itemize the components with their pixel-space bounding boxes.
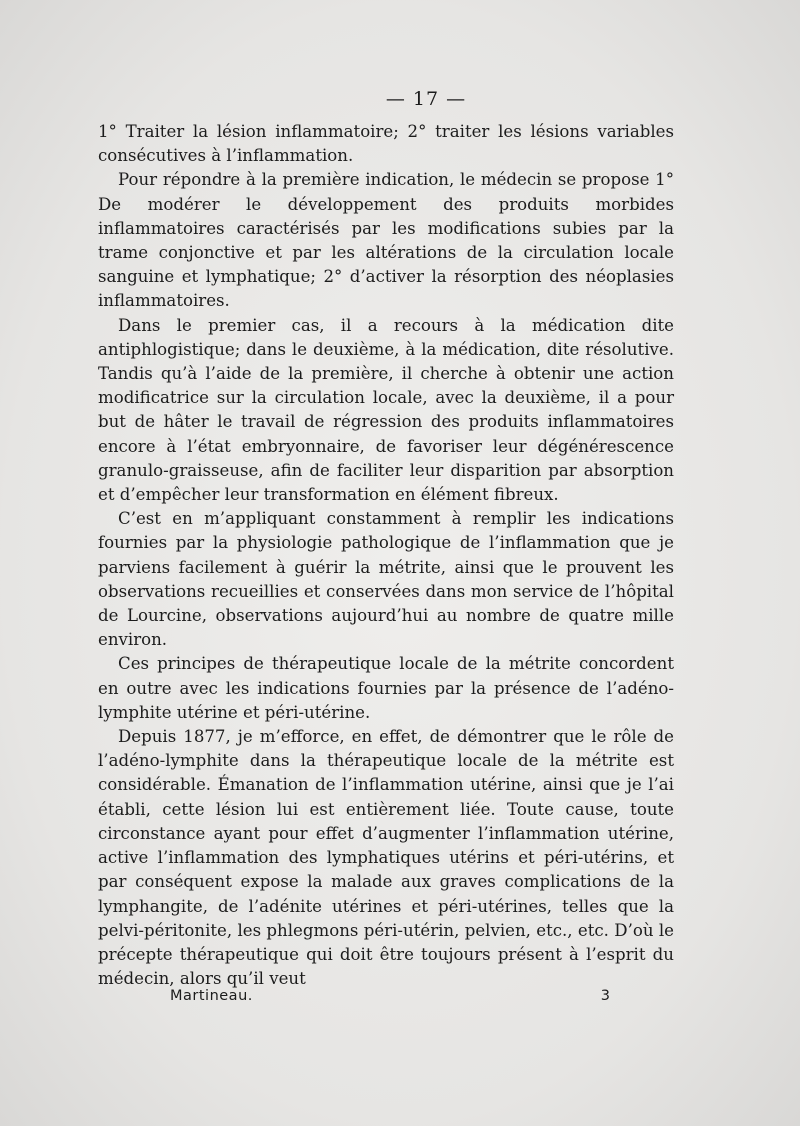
footer-author: Martineau. (170, 988, 253, 1004)
paragraph-2: Pour répondre à la première indication, le médecin se propose 1° De modérer le développement des produits morbides inflammatoires caractérisés par les modifications subies par la trame conjonctive et par les altérations de la circulation locale sanguine et lymphatique; 2° d’activer la résorption des néoplasies inflammatoires. (98, 170, 674, 311)
signature-mark: 3 (600, 988, 610, 1004)
paragraph-6: Depuis 1877, je m’efforce, en effet, de démontrer que le rôle de l’adéno-lymphite dans la thérapeutique locale de la métrite est considérable. Émanation de l’inflammation utérine, ainsi que je l’ai établi, cette lésion lui est entièrement liée. Toute cause, toute circonstance ayant pour effet d’augmenter l’inflammation utérine, active l’inflammation des lymphatiques utérins et péri-utérins, et par conséquent expose la malade aux graves complications de la lymphangite, de l’adénite utérines et péri-utérines, telles que la pelvi-péritonite, les phlegmons péri-utérin, pelvien, etc., etc. D’où le précepte thérapeutique qui doit être toujours présent à l’esprit du médecin, alors qu’il veut (98, 727, 674, 989)
paragraph-1: 1° Traiter la lésion inflammatoire; 2° traiter les lésions variables consécutives à l’inflammation. (98, 122, 674, 166)
paragraph-4: C’est en m’appliquant constamment à remplir les indications fournies par la physiologie pathologique de l’inflammation que je parviens facilement à guérir la métrite, ainsi que le prouvent les observations recueillies et conservées dans mon service de l’hôpital de Lourcine, observations aujourd’hui au nombre de quatre mille environ. (98, 509, 674, 650)
body-text (98, 120, 674, 991)
paragraph-3: Dans le premier cas, il a recours à la médication dite antiphlogistique; dans le deuxième, à la médication, dite résolutive. Tandis qu’à l’aide de la première, il cherche à obtenir une action modificatrice sur la circulation locale, avec la deuxième, il a pour but de hâter le travail de régression des produits inflammatoires encore à l’état embryonnaire, de favoriser leur dégénérescence granulo-graisseuse, afin de faciliter leur disparition par absorption et d’empêcher leur transformation en élément fibreux. (98, 315, 674, 505)
paragraph-5: Ces principes de thérapeutique locale de la métrite concordent en outre avec les indications fournies par la présence de l’adéno-lymphite utérine et péri-utérine. (98, 654, 674, 722)
page-number: — 17 — (385, 88, 467, 110)
